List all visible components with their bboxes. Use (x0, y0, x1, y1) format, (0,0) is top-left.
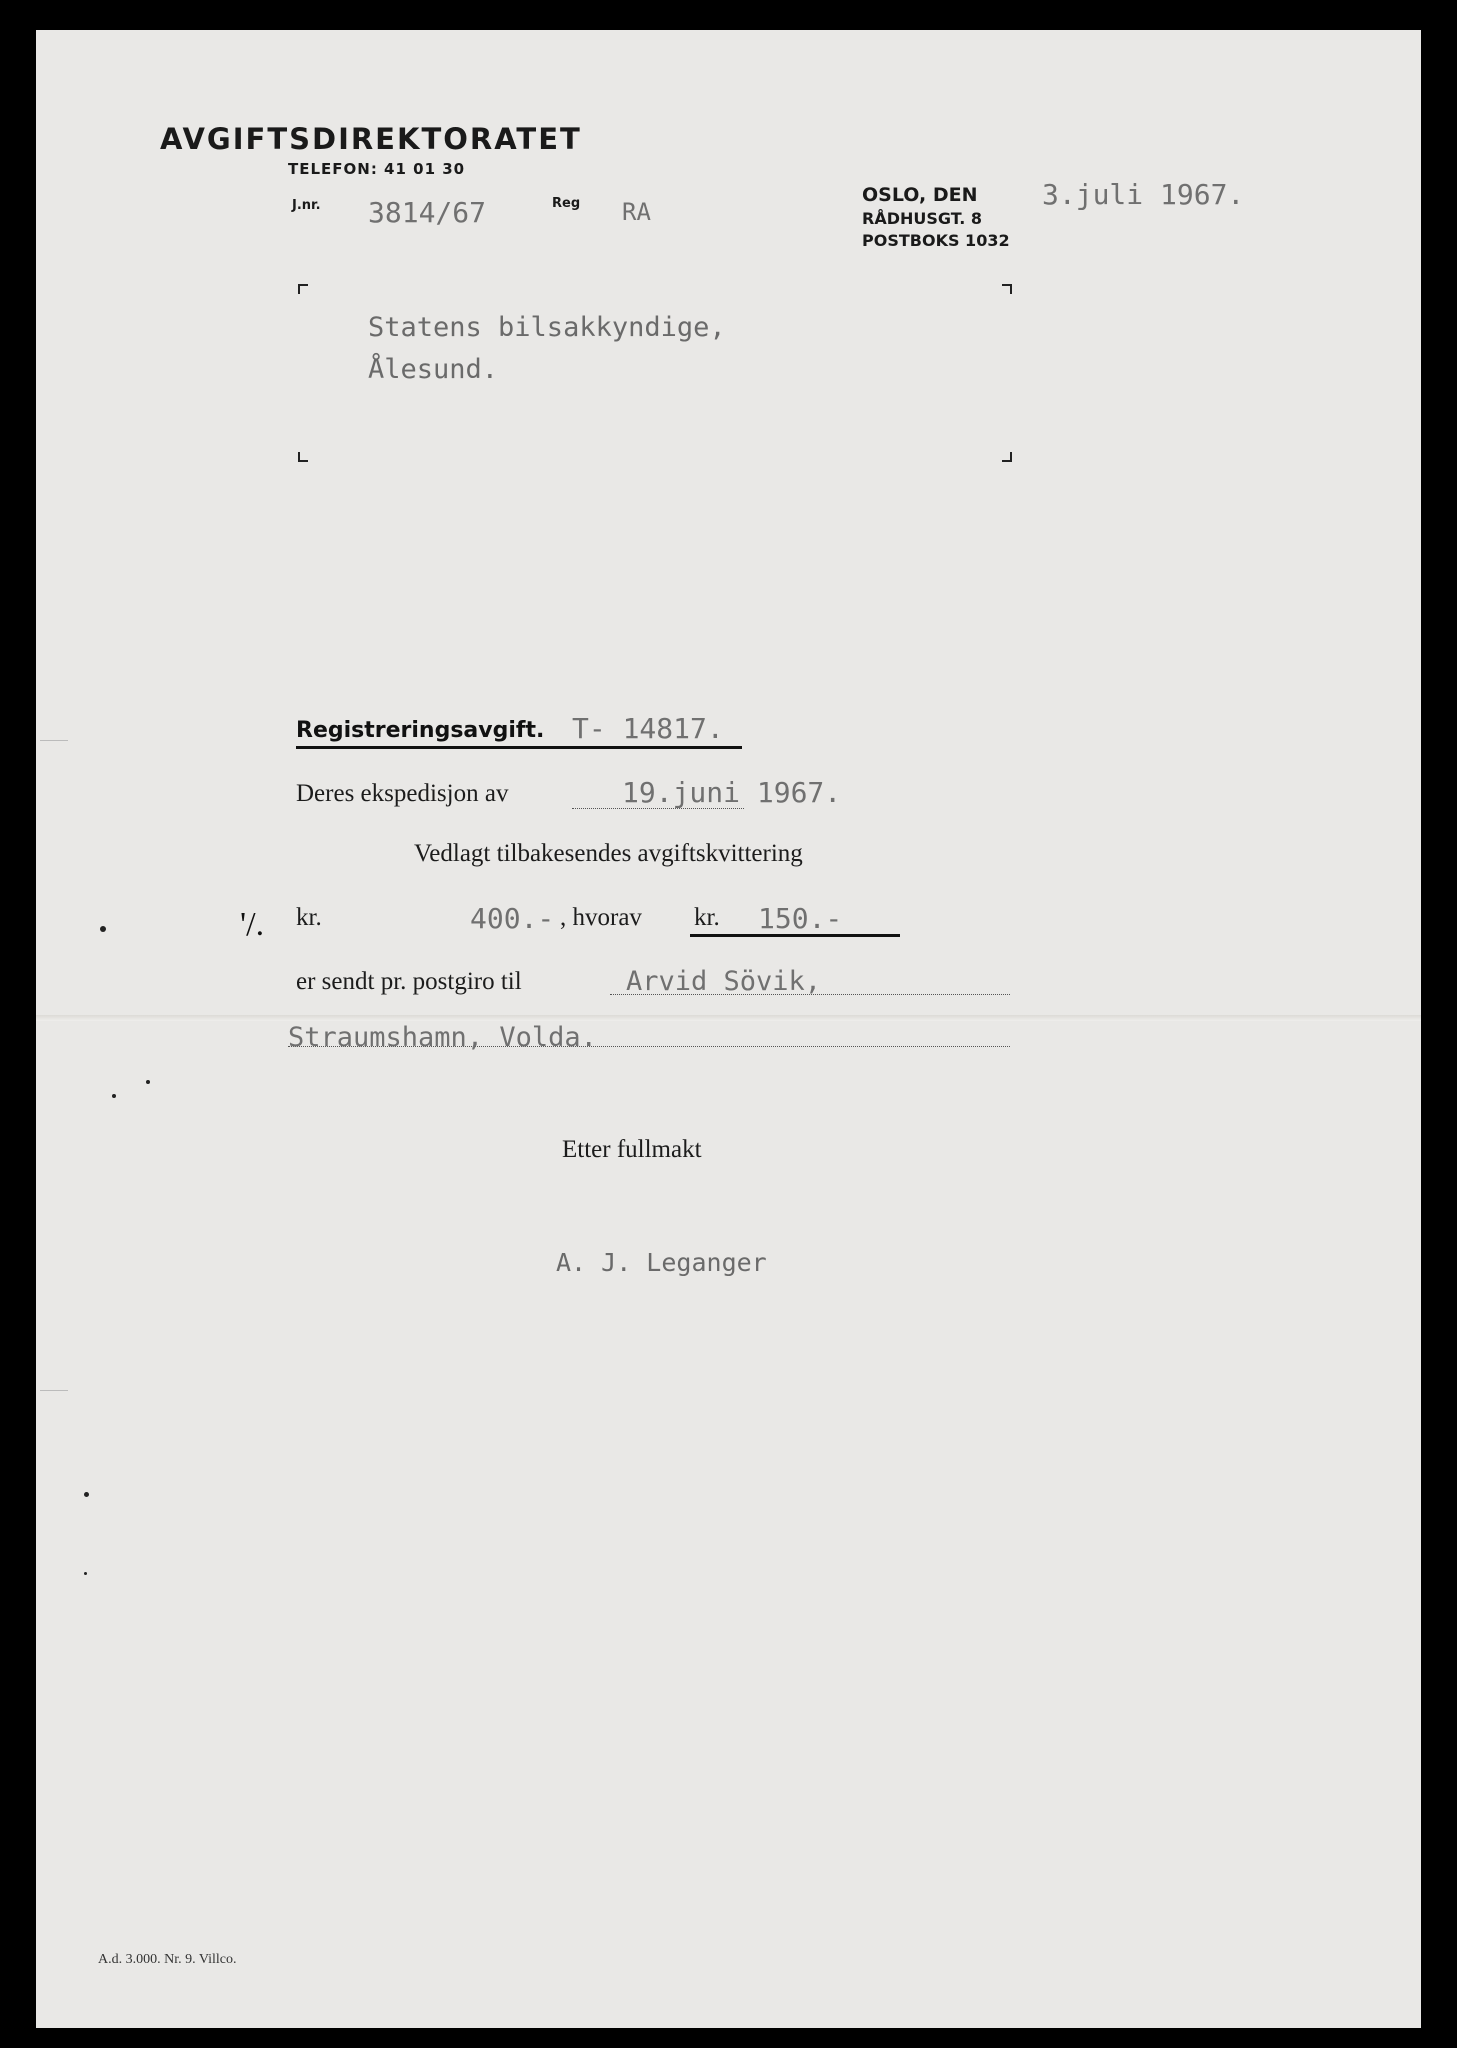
closing-text: Etter fullmakt (562, 1136, 702, 1163)
enclosure-text: Vedlagt tilbakesendes avgiftskvittering (414, 840, 803, 867)
subject-heading: Registreringsavgift. (296, 718, 545, 743)
postgiro-label: er sendt pr. postgiro til (296, 968, 522, 995)
address-window-corner (1002, 284, 1012, 294)
agency-name: AVGIFTSDIREKTORATET (160, 122, 582, 156)
agency-phone: TELEFON: 41 01 30 (288, 160, 466, 178)
jnr-label: J.nr. (292, 198, 321, 213)
partial-amount-underline (690, 934, 900, 937)
paper-fold (36, 1015, 1421, 1021)
jnr-value: 3814/67 (368, 196, 487, 229)
letter-page (36, 30, 1421, 2028)
ink-speck (112, 1094, 116, 1098)
signatory: A. J. Leganger (556, 1248, 767, 1277)
hvorav-label: , hvorav (560, 904, 642, 931)
reg-label: Reg (552, 196, 581, 211)
address-window-corner (298, 452, 308, 462)
kr-label-partial: kr. (694, 904, 720, 931)
subject-underline (296, 746, 742, 749)
address-window-corner (1002, 452, 1012, 462)
address-postbox: POSTBOKS 1032 (862, 231, 1010, 250)
expedition-label: Deres ekspedisjon av (296, 780, 509, 807)
address-window-corner (298, 284, 308, 294)
kr-label: kr. (296, 904, 322, 931)
ink-speck (84, 1492, 89, 1497)
recipient-city: Ålesund. (368, 354, 499, 385)
margin-tick (40, 740, 68, 741)
payee-location: Straumshamn, Volda. (288, 1022, 597, 1053)
subject-reference: T- 14817. (572, 712, 724, 745)
reg-value: RA (622, 198, 651, 226)
ink-speck (100, 926, 106, 932)
ink-speck (146, 1080, 150, 1084)
recipient-name: Statens bilsakkyndige, (368, 312, 726, 343)
city-label: OSLO, DEN (862, 184, 978, 206)
total-amount: 400.- (470, 902, 555, 935)
ink-speck (84, 1572, 87, 1575)
letter-date: 3.juli 1967. (1042, 178, 1245, 211)
print-code: A.d. 3.000. Nr. 9. Villco. (98, 1952, 237, 1967)
expedition-date: 19.juni 1967. (622, 776, 842, 809)
partial-amount: 150.- (758, 902, 843, 935)
margin-tick (40, 1390, 68, 1391)
payee-name: Arvid Sövik, (626, 966, 822, 997)
address-street: RÅDHUSGT. 8 (862, 209, 983, 228)
handwritten-margin-mark: '/. (240, 906, 265, 943)
